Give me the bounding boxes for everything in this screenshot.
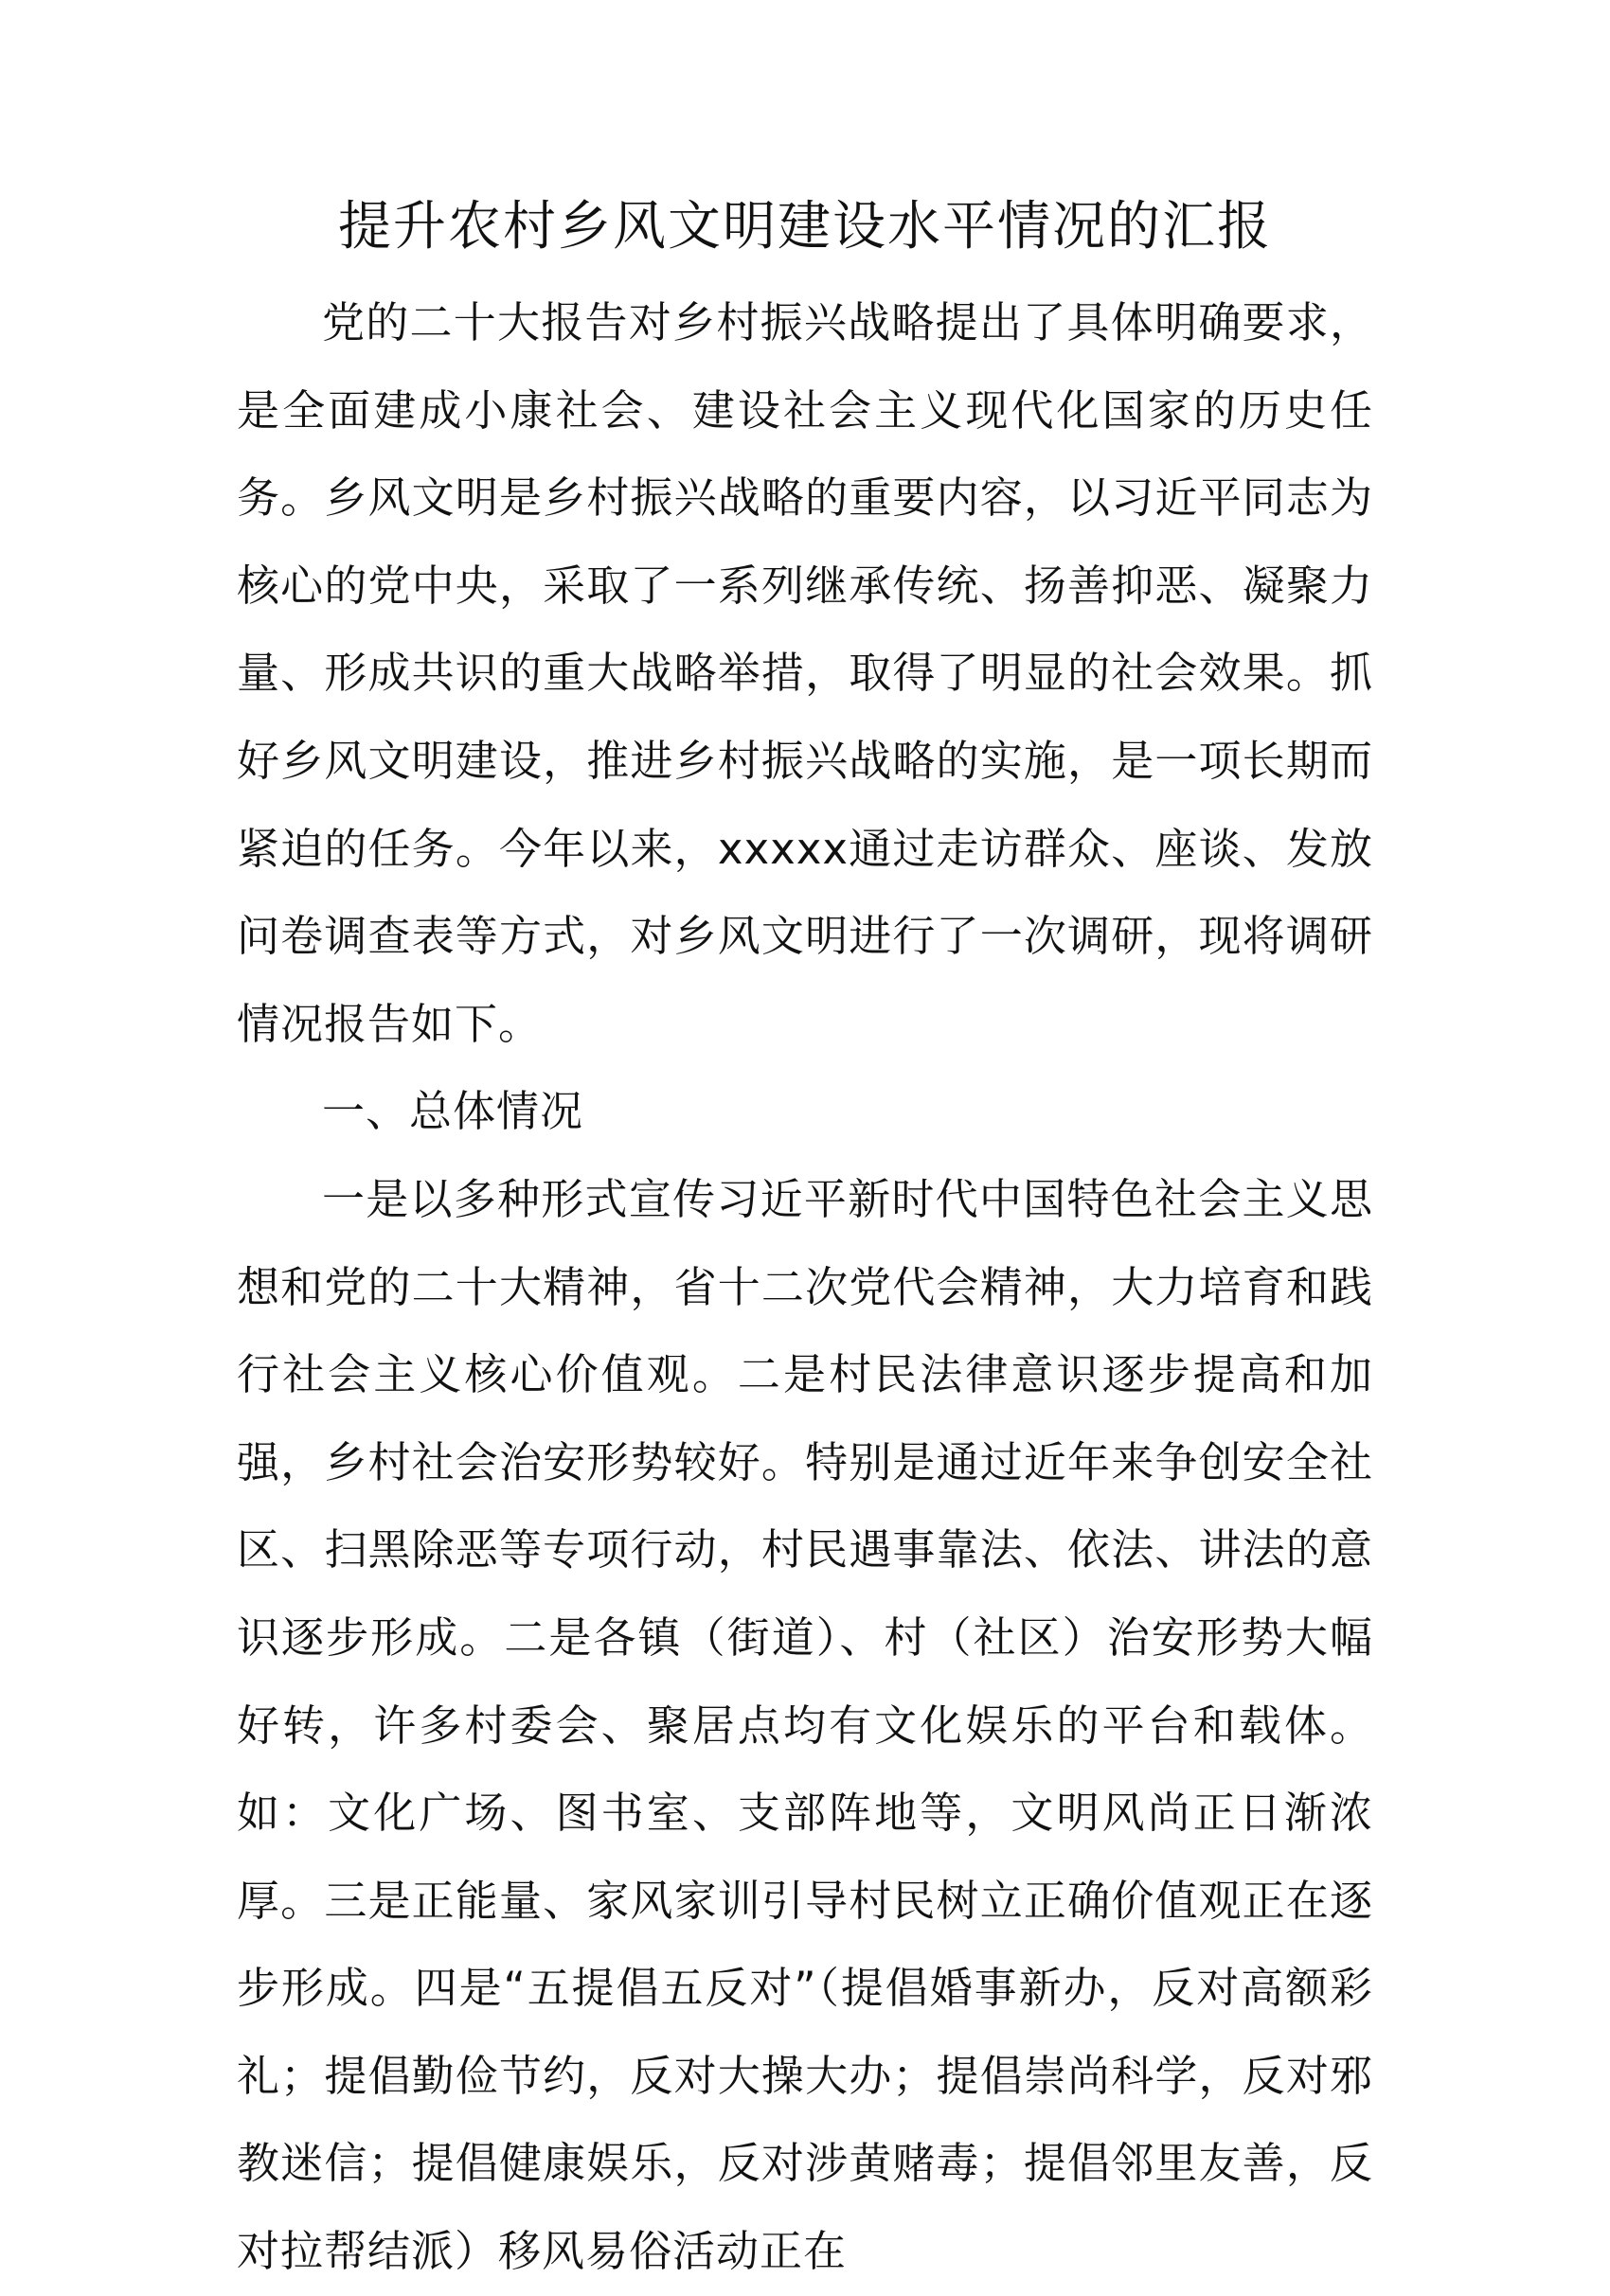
overall-situation-paragraph: 一是以多种形式宣传习近平新时代中国特色社会主义思想和党的二十大精神，省十二次党代会精神，大力培育和践行社会主义核心价值观。二是村民法律意识逐步提高和加强，乡村社会治安形势较好。特别是通过近年来争创安全社区、扫黑除恶等专项行动，村民遇事靠法、依法、讲法的意识逐步形成。二是各镇（街道）、村（社区）治安形势大幅好转，许多村委会、聚居点均有文化娱乐的平台和载体。如：文化广场、图书室、支部阵地等，文明风尚正日渐浓厚。三是正能量、家风家训引导村民树立正确价值观正在逐步形成。四是“五提倡五反对”（提倡婚事新办，反对高额彩礼；提倡勤俭节约，反对大操大办；提倡崇尚科学，反对邪教迷信；提倡健康娱乐，反对涉黄赌毒；提倡邻里友善，反对拉帮结派）移风易俗活动正在 [237,1173,1373,2277]
document-title: 提升农村乡风文明建设水平情况的汇报 [338,196,1272,258]
intro-paragraph: 党的二十大报告对乡村振兴战略提出了具体明确要求，是全面建成小康社会、建设社会主义现代化国家的历史任务。乡风文明是乡村振兴战略的重要内容，以习近平同志为核心的党中央，采取了一系列继承传统、扬善抑恶、凝聚力量、形成共识的重大战略举措，取得了明显的社会效果。抓好乡风文明建设，推进乡村振兴战略的实施，是一项长期而紧迫的任务。今年以来，xxxxx通过走访群众、座谈、发放问卷调查表等方式，对乡风文明进行了一次调研，现将调研情况报告如下。 [237,297,1373,1049]
section-heading-overall: 一、总体情况 [322,1086,584,1137]
document-body [237,279,1373,2296]
